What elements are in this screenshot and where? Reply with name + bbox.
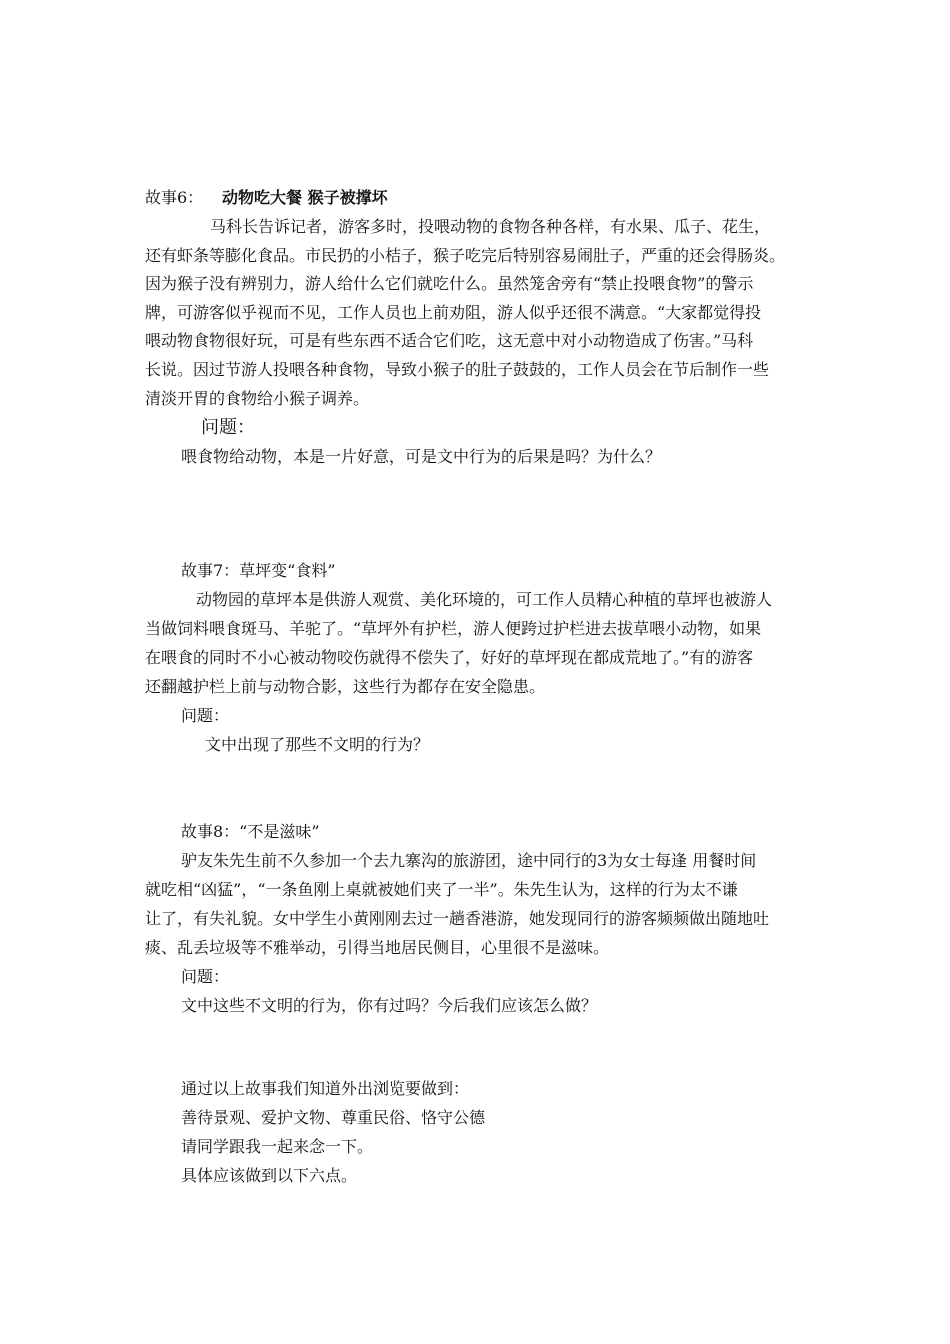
conclusion-line: 具体应该做到以下六点。 [181, 1166, 358, 1185]
story6-question: 喂食物给动物，本是一片好意，可是文中行为的后果是吗？为什么？ [181, 447, 662, 466]
story6-line: 因为猴子没有辨别力，游人给什么它们就吃什么。虽然笼舍旁有“禁止投喂食物”的警示 [145, 274, 754, 293]
story8-line: 驴友朱先生前不久参加一个去九寨沟的旅游团，途中同行的3为女士每逢 用餐时间 [181, 851, 757, 870]
story6-line: 马科长告诉记者，游客多时，投喂动物的食物各种各样，有水果、瓜子、花生， [210, 217, 771, 236]
story8-line: 就吃相“凶猛”，“一条鱼刚上桌就被她们夹了一半”。朱先生认为，这样的行为太不谦 [145, 880, 738, 899]
story7-question: 文中出现了那些不文明的行为？ [205, 735, 430, 754]
story8-line: 痰、乱丢垃圾等不雅举动，引得当地居民侧目，心里很不是滋味。 [145, 938, 610, 957]
story7-line: 还翻越护栏上前与动物合影，这些行为都存在安全隐患。 [145, 677, 546, 696]
story7-line: 在喂食的同时不小心被动物咬伤就得不偿失了，好好的草坪现在都成荒地了。”有的游客 [145, 648, 754, 667]
story6-question-label: 问题： [201, 417, 255, 438]
story6-title [145, 187, 388, 209]
story8-line: 让了，有失礼貌。女中学生小黄刚刚去过一趟香港游，她发现同行的游客频频做出随地吐 [145, 909, 770, 928]
story6-label: 故事6： [145, 188, 204, 207]
story8-question-label: 问题： [181, 967, 230, 986]
story7-line: 动物园的草坪本是供游人观赏、美化环境的，可工作人员精心种植的草坪也被游人 [196, 590, 773, 609]
story7-question-label: 问题： [181, 706, 230, 725]
story6-line: 牌，可游客似乎视而不见，工作人员也上前劝阻，游人似乎还很不满意。“大家都觉得投 [145, 303, 762, 322]
story6-line: 长说。因过节游人投喂各种食物，导致小猴子的肚子鼓鼓的，工作人员会在节后制作一些 [145, 360, 770, 379]
story7-title: 故事7：草坪变“食料” [181, 561, 336, 580]
story6-line: 清淡开胃的食物给小猴子调养。 [145, 389, 370, 408]
story8-title: 故事8：“不是滋味” [181, 822, 320, 841]
story6-line: 还有虾条等膨化食品。市民扔的小桔子，猴子吃完后特别容易闹肚子，严重的还会得肠炎。 [145, 246, 786, 265]
story6-line: 喂动物食物很好玩，可是有些东西不适合它们吃，这无意中对小动物造成了伤害。”马科 [145, 331, 754, 350]
story8-question: 文中这些不文明的行为，你有过吗？今后我们应该怎么做？ [181, 996, 598, 1015]
story7-line: 当做饲料喂食斑马、羊驼了。“草坪外有护栏，游人便跨过护栏进去拔草喂小动物，如果 [145, 619, 762, 638]
conclusion-line: 通过以上故事我们知道外出浏览要做到： [181, 1079, 470, 1098]
conclusion-line: 善待景观、爱护文物、尊重民俗、恪守公德 [181, 1108, 486, 1127]
story6-heading: 动物吃大餐 猴子被撑坏 [222, 188, 388, 207]
conclusion-line: 请同学跟我一起来念一下。 [181, 1137, 374, 1156]
